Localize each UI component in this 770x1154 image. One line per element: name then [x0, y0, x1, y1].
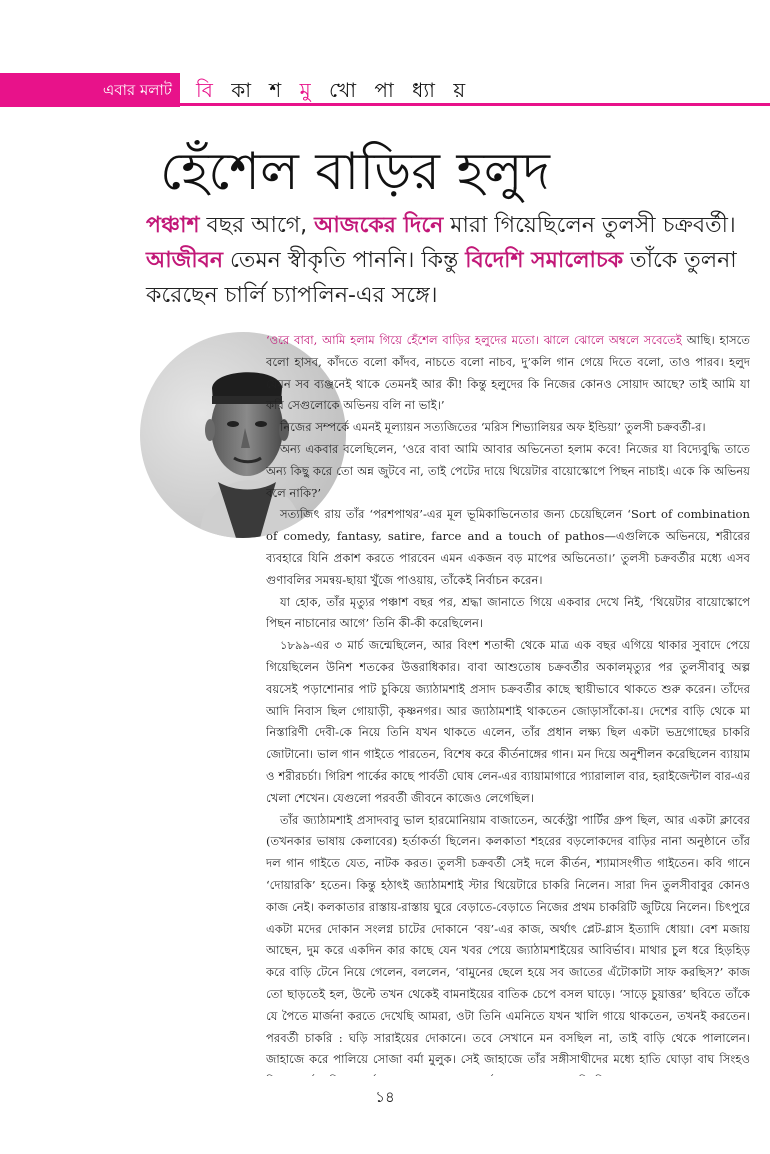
lead-emphasis: বিদেশি সমালোচক [465, 248, 624, 273]
article-paragraph [266, 330, 750, 417]
author-initial-2: মু [299, 78, 317, 102]
author-initial-1: বি [196, 78, 219, 102]
lead-text: তাঁকে তুলনা করেছেন চার্লি চ্যাপলিন-এর সঙ্গে। [146, 248, 737, 308]
lead-emphasis: আজীবন [146, 248, 224, 273]
article-body [266, 330, 750, 1076]
article-paragraph: যা হোক, তাঁর মৃত্যুর পঞ্চাশ বছর পর, শ্রদ্ধা জানাতে গিয়ে একবার দেখে নিই, ‘থিয়েটার বায়োস্কোপে পিছন নাচানোর আগে’ তিনি কী-কী করেছিলেন। [266, 594, 750, 631]
page-header [0, 73, 770, 107]
article-paragraph: নিজের সম্পর্কে এমনই মূল্যায়ন সত্যজিতের ‘মরিস শিভ্যালিয়র অফ ইন্ডিয়া’ তুলসী চক্রবর্তী-র। [280, 420, 706, 435]
lead-text: বছর আগে, [199, 213, 315, 238]
page-number: ১৪ [375, 1088, 395, 1106]
article-paragraph: অন্য একবার বলেছিলেন, ‘ওরে বাবা আমি আবার অভিনেতা হলাম কবে! নিজের যা বিদ্যেবুদ্ধি তাতে অন্য কিছু করে তো অন্ন জুটবে না, তাই পেটের দায়ে থিয়েটার বায়োস্কোপে পিছন নাচাই। একে কি অভিনয় বলে নাকি?’ [266, 441, 750, 500]
article-lead [146, 208, 766, 313]
author-part-1: কা শ [218, 78, 300, 102]
lead-text: তেমন স্বীকৃতি পাননি। কিন্তু [223, 248, 466, 273]
article-paragraph: ১৮৯৯-এর ৩ মার্চ জন্মেছিলেন, আর বিংশ শতাব্দী থেকে মাত্র এক বছর এগিয়ে থাকার সুবাদে পেয়ে গিয়েছিলেন উনিশ শতকের উত্তরাধিকার। বাবা আশুতোষ চক্রবর্তীর অকালমৃত্যুর পর তুলসীবাবু অল্প বয়সেই পড়াশোনার পাট চুকিয়ে জ্যাঠামশাই প্রসাদ চক্রবর্তীর কাছে স্থায়ীভাবে থাকতে শুরু করেন। তাঁদের আদি নিবাস ছিল গোয়াড়ী, কৃষ্ণনগর। আর জ্যাঠামশাই থাকতেন জোড়াসাঁকো-য়। দেশের বাড়ি থেকে মা নিস্তারিণী দেবী-কে নিয়ে তিনি যখন থাকতে এলেন, তাঁর প্রধান লক্ষ্য ছিল একটা ভদ্রগোছের চাকরি জোটানো। ভাল গান গাইতে পারতেন, বিশেষ করে কীর্তনাঙ্গের গান। মন দিয়ে অনুশীলন করেছিলেন ব্যায়াম ও শরীরচর্চা। গিরিশ পার্কের কাছে পার্বতী ঘোষ লেন-এর ব্যায়ামাগারে প্যারালাল বার, হরাইজেন্টাল বার-এর খেলা শেখেন। যেগুলো পরবর্তী জীবনে কাজেও লেগেছিল। [266, 638, 750, 805]
lead-emphasis: আজকের দিনে [314, 213, 444, 238]
article-paragraph: সত্যজিৎ রায় তাঁর ‘পরশপাথর’-এর মূল ভূমিকাভিনেতার জন্য চেয়েছিলেন ‘Sort of combination of comedy, fantasy, satire, farce and a touch of pathos—এগুলিকে অভিনয়ে, শরীরের ব্যবহারে যিনি প্রকাশ করতে পারবেন এমন একজন বড় মাপের অভিনেতা।’ তুলসী চক্রবর্তীর মধ্যে এসব গুণাবলির সমন্বয়-ছায়া খুঁজে পাওয়ায়, তাঁকেই নির্বাচন করেন। [266, 507, 750, 587]
article-paragraph: তাঁর জ্যাঠামশাই প্রসাদবাবু ভাল হারমোনিয়াম বাজাতেন, অর্কেস্ট্রা পার্টির গ্রুপ ছিল, আর একটা ক্লাবের (তখনকার ভাষায় কেলাবের) হর্তাকর্তা ছিলেন। কলকাতা শহরের বড়লোকদের বাড়ির নানা অনুষ্ঠানে তাঁর দল গান গাইতে যেত, নাটক করত। তুলসী চক্রবর্তী সেই দলে কীর্তন, শ্যামাসংগীত গাইতেন। কবি গানে ‘দোয়ারকি’ হতেন। কিন্তু হঠাৎই জ্যাঠামশাই স্টার থিয়েটারে চাকরি নিলেন। সারা দিন তুলসীবাবুর কোনও কাজ নেই। কলকাতার রাস্তায়-রাস্তায় ঘুরে বেড়াতে-বেড়াতে নিজের প্রথম চাকরিটি জুটিয়ে নিলেন। চিৎপুরে একটা মদের দোকান সংলগ্ন চাটের দোকানে ‘বয়’-এর কাজ, অর্থাৎ প্লেট-গ্লাস ইত্যাদি ধোয়া। বেশ মজায় আছেন, দুম করে একদিন কার কাছে যেন খবর পেয়ে জ্যাঠামশাইয়ের আবির্ভাব। মাথার চুল ধরে হিড়হিড় করে বাড়ি টেনে নিয়ে গেলেন, বললেন, ‘বামুনের ছেলে হয়ে সব জাতের এঁটোকাটা সাফ করছিস?’ কাজ তো ছাড়তেই হল, উল্টে তখন থেকেই বামনাইয়ের বাতিক চেপে বসল ঘাড়ে। ‘সাড়ে চুয়াত্তর’ ছবিতে তাঁকে যে পৈতে মার্জনা করতে দেখেছি আমরা, ওটা তিনি এমনিতে যখন খালি গায়ে থাকতেন, তখনই করতেন। পরবর্তী চাকরি : ঘড়ি সারাইয়ের দোকানে। তবে সেখানে মন বসছিল না, তাই বাড়ি থেকে পালালেন। জাহাজে করে পালিয়ে সোজা বর্মা মুলুক। সেই জাহাজে তাঁর সঙ্গীসাথীদের মধ্যে হাতি ঘোড়া বাঘ সিংহও [266, 812, 750, 1067]
author-part-2: খো পা ধ্যা য় [316, 78, 472, 102]
paragraph-text: আছি। হাসতে বলো হাসব, কাঁদতে বলো কাঁদব, নাচতে বলো নাচব, দু’কলি গান গেয়ে দিতে বলো, তাও পারব। হলুদ যেমন সব ব্যঞ্জনেই থাকে তেমনই আর কী! কিন্তু হলুদের কি নিজের কোনও সোয়াদ আছে? তাই আমি যা করি সেগুলোকে অভিনয় বলি না ভাই।’ [266, 333, 750, 413]
opening-quote: ‘ওরে বাবা, আমি হলাম গিয়ে হেঁশেল বাড়ির হলুদের মতো। ঝালে ঝোলে অম্বলে সবেতেই [266, 333, 682, 347]
lead-emphasis: পঞ্চাশ [146, 213, 200, 238]
article-title: হেঁশেল বাড়ির হলুদ [160, 142, 550, 202]
author-byline [196, 73, 471, 103]
section-tag: এবার মলাট [0, 73, 180, 107]
lead-text: মারা গিয়েছিলেন তুলসী চক্রবর্তী। [443, 213, 736, 238]
header-rule [180, 103, 770, 106]
